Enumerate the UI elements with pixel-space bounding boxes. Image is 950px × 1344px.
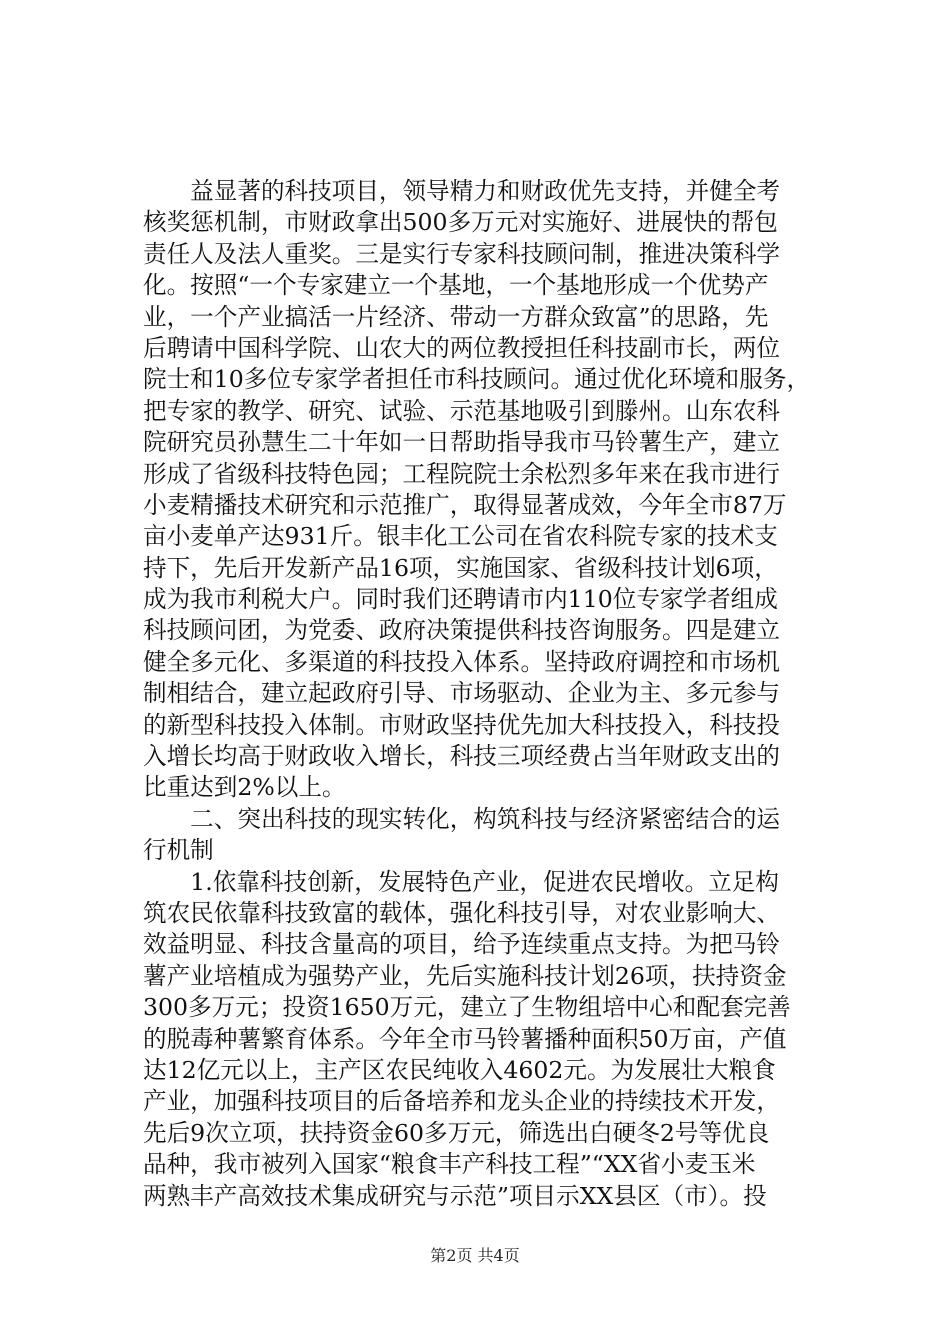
text-line: 筑农民依靠科技致富的载体，强化科技引导，对农业影响大、 (143, 898, 781, 927)
text-line: 院研究员孙慧生二十年如一日帮助指导我市马铃薯生产，建立 (143, 428, 781, 457)
text-line: 后聘请中国科学院、山农大的两位教授担任科技副市长，两位 (143, 333, 781, 362)
text-line: 持下，先后开发新产品16项，实施国家、省级科技计划6项， (143, 553, 778, 582)
text-line: 把专家的教学、研究、试验、示范基地吸引到滕州。山东农科 (143, 396, 781, 425)
body-text (143, 176, 833, 1212)
text-line: 院士和10多位专家学者担任市科技顾问。通过优化环境和服务， (143, 365, 811, 394)
text-line: 成为我市利税大户。同时我们还聘请市内110位专家学者组成 (143, 585, 778, 614)
text-line: 效益明显、科技含量高的项目，给予连续重点支持。为把马铃 (143, 930, 781, 959)
text-line: 品种，我市被列入国家“粮食丰产科技工程”“XX省小麦玉米 (143, 1150, 756, 1179)
text-line: 的新型科技投入体制。市财政坚持优先加大科技投入，科技投 (143, 710, 781, 739)
text-line: 1.依靠科技创新，发展特色产业，促进农民增收。立足构 (143, 867, 779, 896)
text-line: 小麦精播技术研究和示范推广，取得显著成效，今年全市87万 (143, 490, 787, 519)
text-line: 科技顾问团，为党委、政府决策提供科技咨询服务。四是建立 (143, 616, 781, 645)
text-line: 化。按照“一个专家建立一个基地，一个基地形成一个优势产 (143, 271, 769, 300)
text-line: 的脱毒种薯繁育体系。今年全市马铃薯播种面积50万亩，产值 (143, 1024, 787, 1053)
text-line: 先后9次立项，扶持资金60多万元，筛选出白硬冬2号等优良 (143, 1118, 770, 1147)
text-line: 比重达到2%以上。 (143, 773, 346, 802)
text-line: 健全多元化、多渠道的科技投入体系。坚持政府调控和市场机 (143, 647, 781, 676)
text-line: 制相结合，建立起政府引导、市场驱动、企业为主、多元参与 (143, 679, 781, 708)
text-line: 益显著的科技项目，领导精力和财政优先支持，并健全考 (143, 177, 781, 205)
text-line: 产业，加强科技项目的后备培养和龙头企业的持续技术开发， (143, 1087, 781, 1116)
text-line: 业，一个产业搞活一片经济、带动一方群众致富”的思路，先 (143, 302, 769, 331)
text-line: 责任人及法人重奖。三是实行专家科技顾问制，推进决策科学 (143, 239, 781, 268)
text-line: 行机制 (143, 836, 214, 865)
text-line: 300多万元；投资1650万元，建立了生物组培中心和配套完善 (143, 993, 791, 1022)
text-line: 亩小麦单产达931斤。银丰化工公司在省农科院专家的技术支 (143, 522, 778, 551)
text-line: 二、突出科技的现实转化，构筑科技与经济紧密结合的运 (143, 804, 781, 833)
page-footer: 第2页 共4页 (430, 1246, 520, 1265)
text-line: 形成了省级科技特色园；工程院院士余松烈多年来在我市进行 (143, 459, 781, 488)
text-line: 两熟丰产高效技术集成研究与示范”项目示XX县区（市）。投 (143, 1181, 767, 1210)
text-line: 核奖惩机制，市财政拿出500多万元对实施好、进展快的帮包 (143, 208, 778, 237)
text-line: 达12亿元以上，主产区农民纯收入4602元。为发展壮大粮食 (143, 1055, 776, 1084)
text-line: 入增长均高于财政收入增长，科技三项经费占当年财政支出的 (143, 742, 781, 771)
text-line: 薯产业培植成为强势产业，先后实施科技计划26项，扶持资金 (143, 961, 787, 990)
